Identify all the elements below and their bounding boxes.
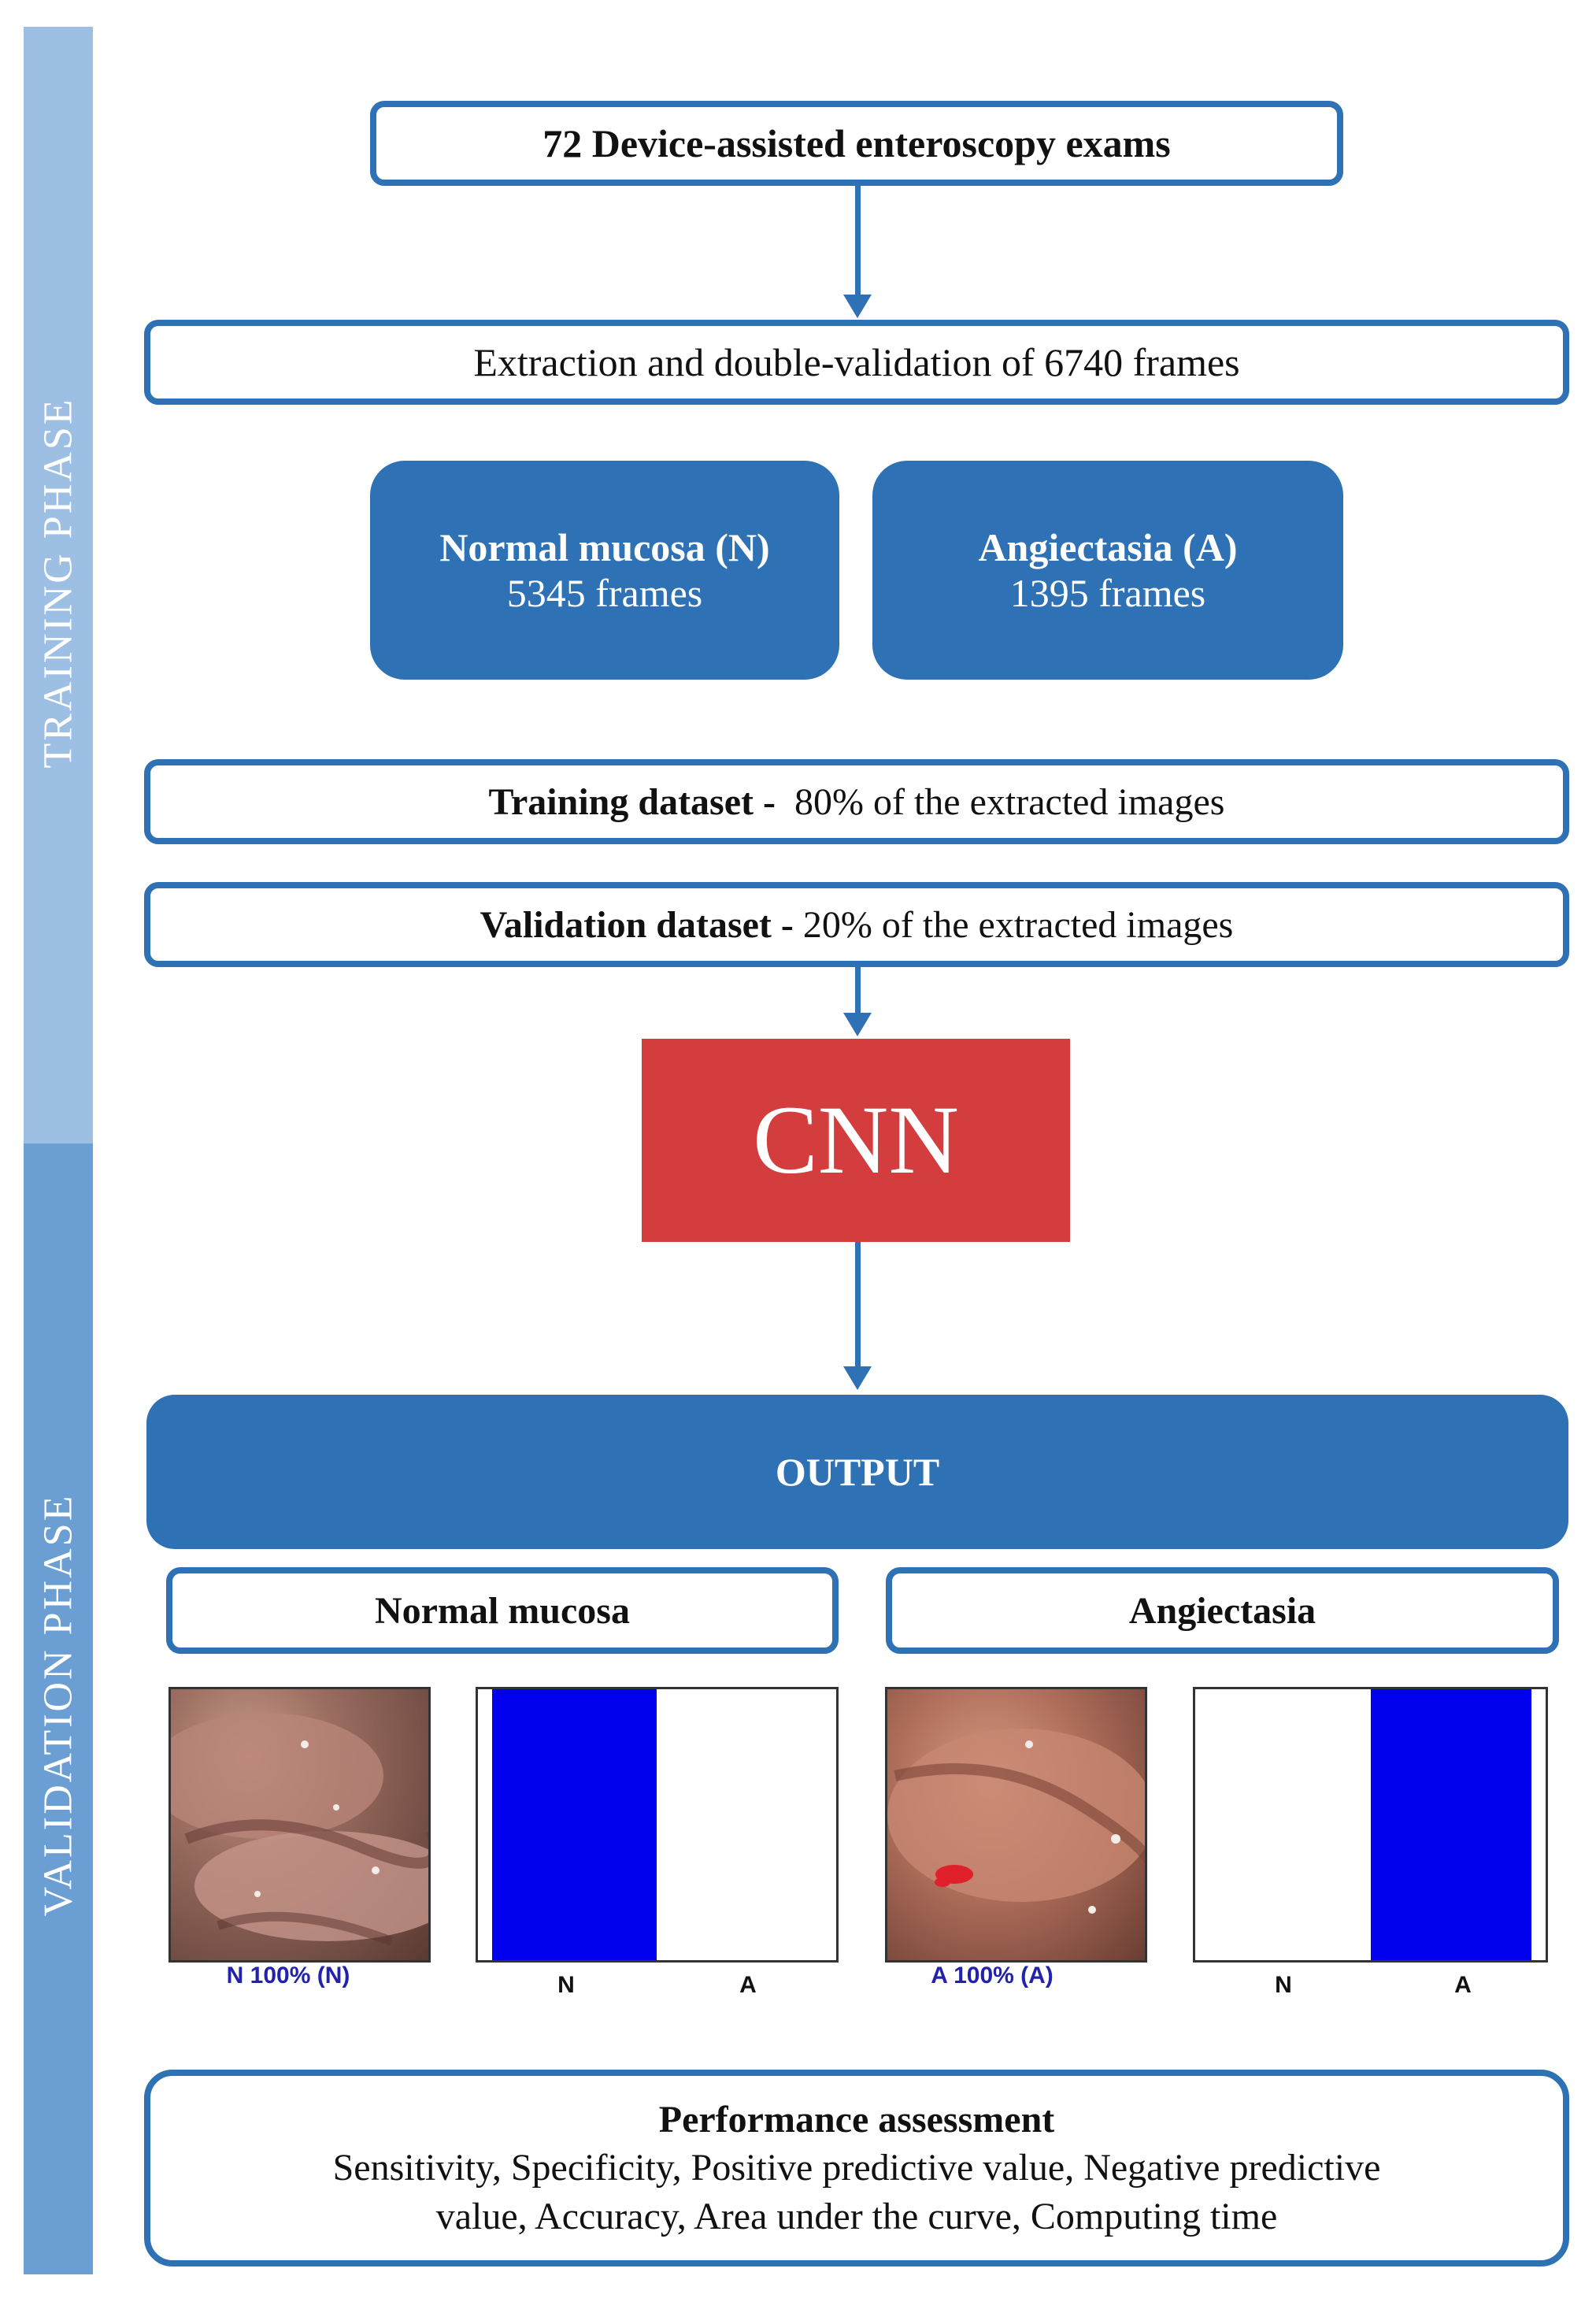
normal-output-label: Normal mucosa [375,1589,630,1632]
angiectasia-illustration [887,1689,1147,1963]
output-label: OUTPUT [775,1450,940,1494]
angiectasia-class-title: Angiectasia (A) [978,525,1238,569]
cnn-block [642,1039,1070,1242]
normal-output-box [166,1567,839,1654]
normal-chart-tick-a: A [739,1972,757,1998]
angiectasia-chart-tick-a: A [1454,1972,1472,1998]
arrow-3-head [843,1366,872,1390]
normal-image-caption: N 100% (N) [226,1963,350,1989]
normal-chart-tick-n: N [557,1972,575,1998]
normal-mucosa-illustration [171,1689,431,1963]
output-box [146,1395,1568,1549]
exams-box [370,101,1343,186]
training-dataset-box [144,759,1569,844]
arrow-1 [855,186,861,296]
validation-dataset-box [144,882,1569,967]
arrow-3 [855,1242,861,1368]
arrow-1-head [843,295,872,318]
arrow-2-head [843,1013,872,1036]
cnn-label: CNN [753,1086,959,1194]
validation-dataset-label: Validation dataset - [480,903,794,946]
angiectasia-chart-tick-n: N [1275,1972,1292,1998]
training-dataset-label: Training dataset [488,780,754,823]
angiectasia-output-label: Angiectasia [1128,1589,1316,1632]
extraction-box [144,320,1569,405]
angiectasia-output-box [886,1567,1559,1654]
training-dataset-sep: - [754,780,785,823]
angiectasia-image [885,1687,1147,1963]
validation-dataset-text: 20% of the extracted images [793,903,1234,946]
angiectasia-chart-bar-a [1371,1689,1532,1960]
normal-chart-bar-n [492,1689,657,1960]
performance-box [144,2070,1569,2266]
normal-mucosa-image [168,1687,431,1963]
extraction-text: Extraction and double-validation of 6740 frames [473,340,1240,384]
training-dataset-text: 80% of the extracted images [785,780,1225,823]
training-phase-label: TRAINING PHASE [35,397,81,769]
performance-metrics-line2: value, Accuracy, Area under the curve, Computing time [435,2195,1278,2237]
arrow-2 [855,967,861,1014]
normal-class-title: Normal mucosa (N) [439,525,770,569]
normal-class-count: 5345 frames [506,571,703,615]
angiectasia-image-caption: A 100% (A) [931,1963,1054,1989]
validation-phase-label: VALIDATION PHASE [35,1493,81,1917]
exams-text: 72 Device-assisted enteroscopy exams [542,121,1171,165]
angiectasia-class-count: 1395 frames [1009,571,1206,615]
angiectasia-output-chart [1193,1687,1548,1963]
normal-class-box [370,461,839,680]
performance-metrics-line1: Sensitivity, Specificity, Positive predictive value, Negative predictive [332,2147,1381,2189]
angiectasia-class-box [872,461,1343,680]
normal-output-chart [476,1687,839,1963]
performance-title: Performance assessment [658,2098,1055,2140]
